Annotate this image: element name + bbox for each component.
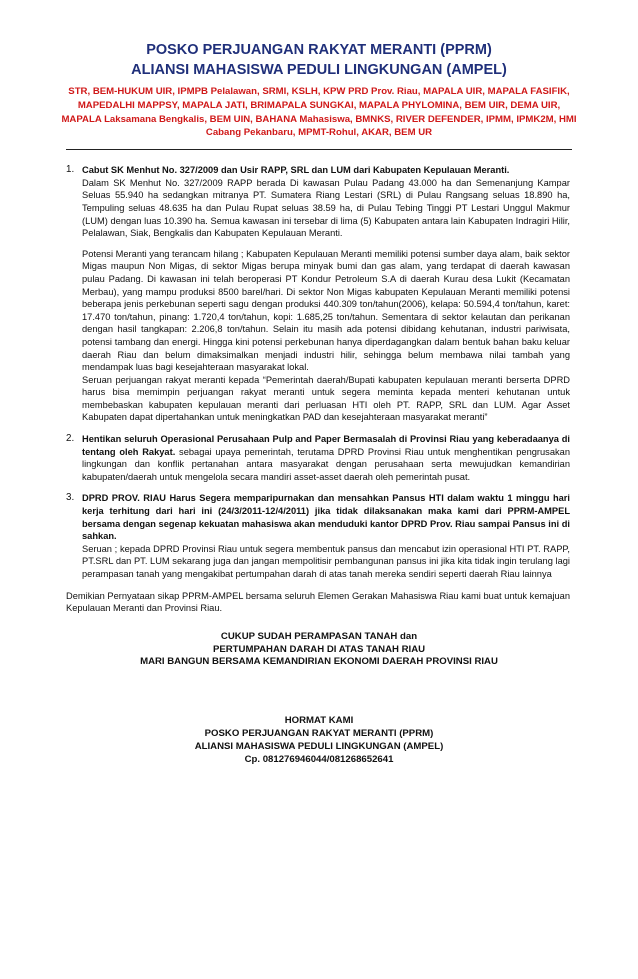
- org-title-pprm: POSKO PERJUANGAN RAKYAT MERANTI (PPRM): [146, 42, 492, 58]
- demand-heading: [82, 164, 570, 177]
- signature-block: [0, 715, 638, 766]
- member-orgs-line-2: MAPEDALHI MAPPSY, MAPALA JATI, BRIMAPALA SUNGKAI, MAPALA PHYLOMINA, BEM UIR, DEMA UIR,: [77, 99, 561, 111]
- demand-heading: [82, 492, 570, 542]
- demand-title: DPRD PROV. RIAU Harus Segera memparipurnakan dan mensahkan Pansus HTI dalam waktu 1 minggu hari kerja terhitung dari hari ini (24/3/2011-12/4/2011) jika tidak dilaksanakan maka kami dari PPRM-AMPEL bersama dengan segenap kekuatan mahasiswa akan menduduki kantor DPRD Prov. Riau sampai Pansus ini di sahkan.: [82, 493, 570, 542]
- contact-phone: Cp. 081276946044/081268652641: [244, 753, 394, 765]
- member-organizations: [56, 85, 582, 140]
- demand-paragraph: Seruan perjuangan rakyat meranti kepada “Pemerintah daerah/Bupati kabupaten kepulauan meranti berserta DPRD harus bisa memimpin perjuangan rakyat meranti untuk segera meminta kepada menteri kehutanan untuk membebaskan kabupaten kepulauan meranti dari perluasan HTI oleh PT. RAPP, SRL dan LUM. Agar Asset Kabupaten dapat dipertahankan untuk meningkatkan PAD dan kesejahteraan masyarakat meranti”: [82, 374, 570, 423]
- demand-item-2: [66, 433, 570, 483]
- demand-item-3: [66, 492, 570, 580]
- demand-paragraph: Seruan ; kepada DPRD Provinsi Riau untuk segera membentuk pansus dan mencabut izin operasional HTI PT. RAPP, PT.SRL dan PT. LUM sekarang juga dan jangan mempolitisir pembangunan pansus ini jika kita tidak ingin terulang lagi perampasan tanah yang mengakibat pertumpahan darah di atas tanah mereka sendiri seperti daerah Riau lainnya: [82, 543, 570, 579]
- member-orgs-line-1: STR, BEM-HUKUM UIR, IPMPB Pelalawan, SRMI, KSLH, KPW PRD Prov. Riau, MAPALA UIR, MAPALA FASIFIK,: [68, 86, 570, 97]
- closing-statement: Demikian Pernyataan sikap PPRM-AMPEL bersama seluruh Elemen Gerakan Mahasiswa Riau kami buat untuk kemajuan Kepulauan Meranti dan Provinsi Riau.: [66, 590, 570, 614]
- demand-heading: [82, 433, 570, 483]
- demand-number: 3.: [66, 492, 75, 504]
- demand-title: Cabut SK Menhut No. 327/2009 dan Usir RAPP, SRL dan LUM dari Kabupaten Kepulauan Meranti.: [82, 165, 510, 176]
- demands-list: [0, 164, 638, 580]
- member-orgs-line-4: Cabang Pekanbaru, MPMT-Rohul, AKAR, BEM UR: [205, 127, 433, 139]
- header-divider: [66, 149, 572, 150]
- demand-paragraph: Potensi Meranti yang terancam hilang ; Kabupaten Kepulauan Meranti memiliki potensi sumber daya alam, baik sektor Migas maupun Non Migas, di sektor Migas berupa minyak bumi dan gas alam, yang terdapat di daerah kawasan pulau Padang. Di kawasan ini telah beroperasi PT Kondur Petroleum S.A di daerah Kurau desa Lukit (Kecamatan Merbau), yang mampu produksi 8500 barel/hari. Di sektor Non Migas kabupaten Kepulauan Meranti memiliki potensi beberapa jenis perkebunan seperti sagu dengan produksi 440.309 ton/tahun(2006), kelapa: 50.594,4 ton/tahun, karet: 17.470 ton/tahun, pinang: 1.720,4 ton/tahun, kopi: 1.685,25 ton/tahun. Sementara di sektor kelautan dan perikanan dengan hasil tangkapan: 2.206,8 ton/tahun. Selain itu masih ada potensi dibidang kehutanan, industri pariwisata, potensi tambang dan energi. Hingga kini potensi perkebunan hanya diperdagangkan dalam bentuk bahan baku keluar daerah Riau dan belum dimaksimalkan menjadi industri hilir, sehingga belum membawa nilai tambah yang mendampak luas bagi kesejahteraan masyarakat lokal.: [82, 248, 570, 373]
- slogan-line-2: PERTUMPAHAN DARAH DI ATAS TANAH RIAU: [212, 643, 426, 655]
- slogan-line-3: MARI BANGUN BERSAMA KEMANDIRIAN EKONOMI DAERAH PROVINSI RIAU: [140, 656, 498, 668]
- signature-org-pprm: POSKO PERJUANGAN RAKYAT MERANTI (PPRM): [204, 727, 434, 739]
- demand-paragraph: Dalam SK Menhut No. 327/2009 RAPP berada Di kawasan Pulau Padang 43.000 ha dan Semenanjung Kampar Seluas 55.940 ha sedangkan mitranya PT. Sumatera Riang Lestari (SRL) di Pulau Rangsang seluas 18.890 ha, Tempuling seluas 48.635 ha dan Pulau Rupat seluas 38.59 ha, di Pulau Tebing Tinggi PT Lestari Unggul Makmur (LUM) dengan luas 10.390 ha. Semua kawasan ini tersebar di lima (5) Kabupaten antara lain Kabupaten Indragiri Hilir, Pelalawan, Siak, Bengkalis dan Kabupaten Kepulauan Meranti.: [82, 177, 570, 239]
- demand-item-1: [66, 164, 570, 424]
- member-orgs-line-3: MAPALA Laksamana Bengkalis, BEM UIN, BAHANA Mahasiswa, BMNKS, RIVER DEFENDER, IPMM, IPMK2M, HMI: [61, 113, 577, 125]
- signature-org-ampel: ALIANSI MAHASISWA PEDULI LINGKUNGAN (AMPEL): [194, 740, 444, 752]
- slogan-line-1: CUKUP SUDAH PERAMPASAN TANAH dan: [220, 630, 418, 642]
- demand-number: 1.: [66, 164, 75, 176]
- signature-salutation: HORMAT KAMI: [284, 715, 354, 727]
- letterhead: [0, 0, 638, 150]
- demand-number: 2.: [66, 433, 75, 445]
- demand-title-continuation: sebagai upaya pemerintah, terutama DPRD Provinsi Riau untuk menghentikan pengrusakan lingkungan dan konflik pertanahan antara masyarakat dengan perusahaan serta mewujudkan kemandirian kabupaten/daerah untuk mengelola secara mandiri asset-asset daerah oleh pemerintah pusat.: [82, 446, 570, 482]
- org-title-ampel: ALIANSI MAHASISWA PEDULI LINGKUNGAN (AMPEL): [131, 62, 507, 78]
- slogans: [0, 631, 638, 669]
- demand-title: Hentikan seluruh Operasional Perusahaan Pulp and Paper Bermasalah di Provinsi Riau yang keberadaanya di tentang oleh Rakyat.: [82, 434, 570, 457]
